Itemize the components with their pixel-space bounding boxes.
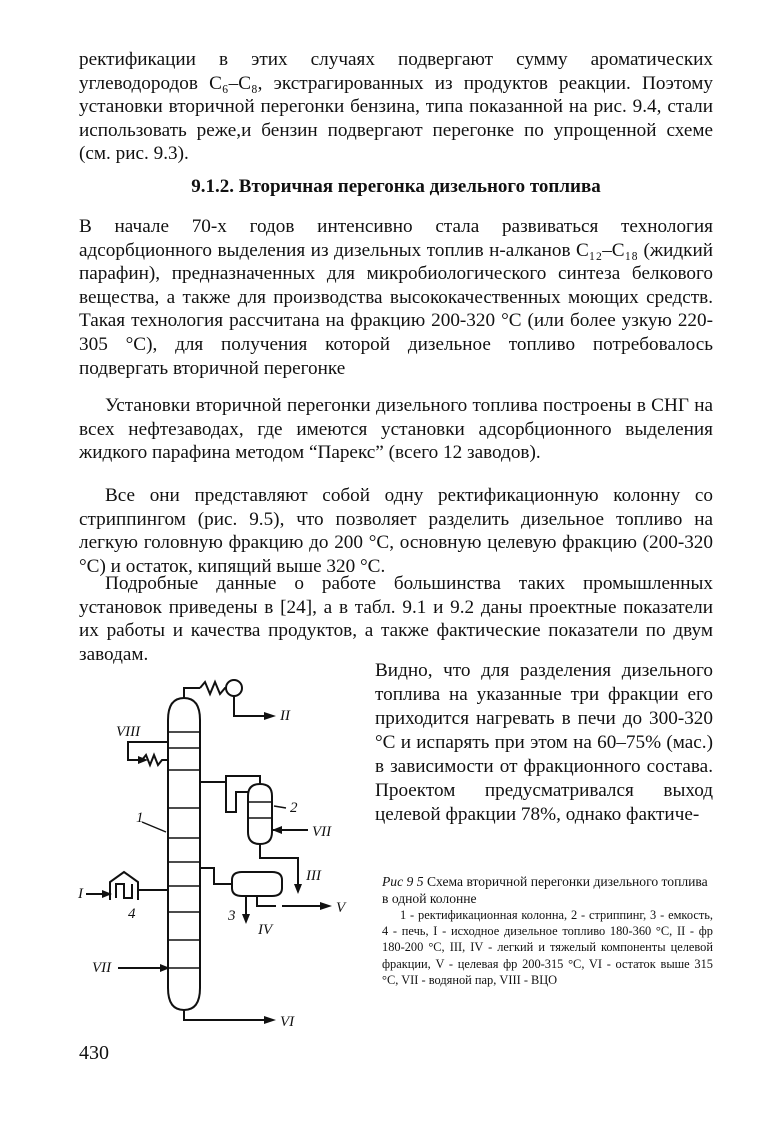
label-IV: IV (258, 922, 273, 938)
arrow-VII-right (272, 826, 282, 834)
label-4: 4 (128, 906, 136, 922)
vessel (232, 872, 282, 896)
circulating-reflux-line (128, 742, 168, 760)
rectification-column (168, 698, 200, 1010)
label-1: 1 (136, 810, 144, 826)
arrow-IV (242, 914, 250, 924)
condenser-zigzag (200, 682, 226, 694)
label-I: I (78, 886, 83, 902)
paragraph-wrapped-around-figure: Видно, что для разделения дизельного топлива на указанные три фракции его приходится нагревать в печи до 300-320 °C и испарять при этом на 60–75% (мас.) в зависимости от фракционного состава. Проектом предусматривался выход целевой фракции 78%, однако фактиче- (375, 660, 713, 825)
label-VII-left: VII (92, 960, 112, 976)
side-draw-line (200, 782, 248, 812)
process-scheme-figure (76, 672, 366, 1032)
figure-number: Рис 9 5 (382, 874, 424, 889)
overhead-to-vessel (200, 868, 232, 884)
page-number: 430 (79, 1042, 109, 1064)
column-trays (168, 732, 200, 968)
label-VI: VI (280, 1014, 295, 1030)
arrow-VI (264, 1016, 276, 1024)
label-2: 2 (290, 800, 298, 816)
paragraph-adsorption-technology: В начале 70-х годов интенсивно стала развиваться технология адсорбционного выделения из дизельных топлив н-алканов C₁₂–C₁₈ (жидкий парафин), предназначенных для микробиологического синтеза белкового вещества, а также для производства высококачественных моющих средств. Такая технология рассчитана на фракцию 200-320 °C (или более узкую 220-305 °C), для получения которой дизельное топливо потребовалось подвергать вторичной перегонке (79, 216, 713, 379)
figure-caption (382, 873, 713, 988)
stripper-bottoms-line (260, 844, 298, 890)
label-3: 3 (228, 908, 236, 924)
section-heading: 9.1.2. Вторичная перегонка дизельного топлива (191, 176, 601, 197)
label-III: III (306, 868, 321, 884)
arrow-III (294, 884, 302, 894)
label-II: II (280, 708, 290, 724)
label-VII-right: VII (312, 824, 332, 840)
paragraph-units-cis: Установки вторичной перегонки дизельного топлива построены в СНГ на всех нефтезаводах, где имеются установки адсорбционного выделения жидкого парафина методом “Парекс” (всего 12 заводов). (79, 395, 713, 464)
reflux-drum (226, 680, 242, 696)
stripper-vapor-return (226, 776, 260, 784)
arrow-II (264, 712, 276, 720)
furnace-coil (116, 884, 132, 898)
distillate-line (234, 696, 264, 716)
paragraph-continuation: ректификации в этих случаях подвергают сумму ароматических углеводородов C₆–C₈, экстрагированных из продуктов реакции. Поэтому установки вторичной перегонки бензина, типа показанной на рис. 9.4, стали использовать реже,и бензин подвергают перегонке по упрощенной схеме (см. рис. 9.3). (79, 49, 713, 165)
arrow-V (320, 902, 332, 910)
bottoms-line (184, 1010, 264, 1020)
figure-title: Схема вторичной перегонки дизельного топлива в одной колонне (382, 874, 708, 906)
label-V: V (336, 900, 346, 916)
figure-legend: 1 - ректификационная колонна, 2 - стриппинг, 3 - емкость, 4 - печь, I - исходное дизельное топливо 180-360 °C, II - фр 180-200 °C, III, IV - легкий и тяжелый компоненты целевой фракции, V - целевая фр 200-315 °C, VI - остаток выше 315 °C, VII - водяной пар, VIII - ВЦО (382, 908, 713, 987)
label-VIII: VIII (116, 724, 141, 740)
stripper (248, 784, 272, 844)
paragraph-single-column: Все они представляют собой одну ректификационную колонну со стриппингом (рис. 9.5), что позволяет разделить дизельное топливо на легкую головную фракцию до 200 °C, основную целевую фракцию (200-320 °C) и остаток, кипящий выше 320 °C. (79, 485, 713, 577)
vessel-product-line (257, 896, 276, 906)
overhead-line (184, 688, 200, 698)
paragraph-detailed-data: Подробные данные о работе большинства таких промышленных установок приведены в [24], а в табл. 9.1 и 9.2 даны проектные показатели их работы и качества продуктов, а также фактические показатели по двум заводам. (79, 573, 713, 665)
